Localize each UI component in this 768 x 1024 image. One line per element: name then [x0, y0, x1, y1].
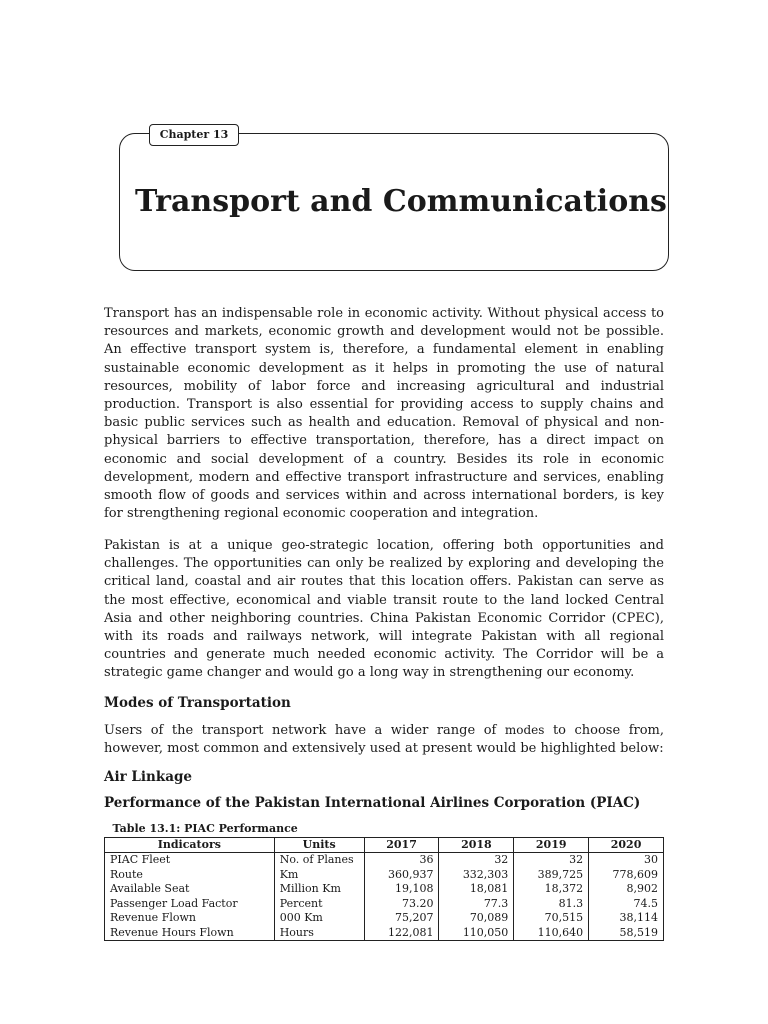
table-cell: 81.3 [514, 897, 589, 912]
modes-text-before: Users of the transport network have a wider range of [104, 723, 505, 738]
table-cell: 70,515 [514, 911, 589, 926]
pakistan-paragraph: Pakistan is at a unique geo-strategic location, offering both opportunities and challenges. The opportunities can only be realized by exploring and developing the critical land, coastal and air routes that this location offers. Pakistan can serve as the most effective, economical and viable transit route to the land locked Central Asia and other neighboring countries. China Pakistan Economic Corridor (CPEC), with its roads and railways network, will integrate Pakistan with all regional countries and generate much needed economic activity. The Corridor will be a strategic game changer and would go a long way in strengthening our economy. [104, 538, 664, 681]
chapter-title: Transport and Communications [135, 184, 667, 219]
table-cell: Km [274, 868, 364, 883]
table-cell: 8,902 [589, 882, 664, 897]
table-cell: Percent [274, 897, 364, 912]
table-cell: 19,108 [364, 882, 439, 897]
table-row [105, 897, 664, 912]
table-cell: 30 [589, 853, 664, 868]
column-header: 2020 [589, 837, 664, 853]
column-header: 2019 [514, 837, 589, 853]
table-cell: 32 [514, 853, 589, 868]
table-cell: Revenue Flown [105, 911, 275, 926]
table-cell: 389,725 [514, 868, 589, 883]
table-row [105, 853, 664, 868]
modes-paragraph [104, 721, 664, 758]
table-cell: No. of Planes [274, 853, 364, 868]
modes-text-after: to choose from, however, most common and extensively used at present would be highlighted below: [104, 723, 665, 757]
table-cell: 110,640 [514, 926, 589, 941]
piac-heading: Performance of the Pakistan International Airlines Corporation (PIAC) [104, 795, 641, 811]
table-cell: 75,207 [364, 911, 439, 926]
table-cell: 38,114 [589, 911, 664, 926]
table-cell: Available Seat [105, 882, 275, 897]
table-cell: 122,081 [364, 926, 439, 941]
table-cell: Route [105, 868, 275, 883]
table-cell: 18,372 [514, 882, 589, 897]
table-cell: 36 [364, 853, 439, 868]
table-cell: 77.3 [439, 897, 514, 912]
table-cell: 000 Km [274, 911, 364, 926]
column-header: 2017 [364, 837, 439, 853]
table-cell: 73.20 [364, 897, 439, 912]
table-header-row [105, 837, 664, 853]
table-caption: Table 13.1: PIAC Performance [112, 822, 298, 835]
table-cell: 58,519 [589, 926, 664, 941]
table-caption-row [105, 822, 664, 837]
table-cell: 18,081 [439, 882, 514, 897]
table-cell: Passenger Load Factor [105, 897, 275, 912]
table-cell: 32 [439, 853, 514, 868]
air-linkage-heading: Air Linkage [104, 769, 192, 785]
table-cell: 110,050 [439, 926, 514, 941]
modes-heading: Modes of Transportation [104, 695, 291, 711]
table-row [105, 911, 664, 926]
table-row [105, 926, 664, 941]
table-cell: 778,609 [589, 868, 664, 883]
column-header: 2018 [439, 837, 514, 853]
table-row [105, 868, 664, 883]
table-cell: 360,937 [364, 868, 439, 883]
table-cell: 332,303 [439, 868, 514, 883]
table-cell: Revenue Hours Flown [105, 926, 275, 941]
modes-text-word: modes [504, 723, 545, 737]
piac-performance-table [104, 822, 664, 941]
column-header: Units [274, 837, 364, 853]
table-cell: 74.5 [589, 897, 664, 912]
table-cell: Hours [274, 926, 364, 941]
intro-paragraph: Transport has an indispensable role in economic activity. Without physical access to resources and markets, economic growth and development would not be possible. An effective transport system is, therefore, a fundamental element in enabling sustainable economic development as it helps in promoting the use of natural resources, mobility of labor force and increasing agricultural and industrial production. Transport is also essential for providing access to supply chains and basic public services such as health and education. Removal of physical and non-physical barriers to effective transportation, therefore, has a direct impact on economic and social development of a country. Besides its role in economic development, modern and effective transport infrastructure and services, enabling smooth flow of goods and services within and across international borders, is key for strengthening regional economic cooperation and integration. [104, 306, 664, 522]
chapter-label: Chapter 13 [149, 124, 239, 146]
table-cell: PIAC Fleet [105, 853, 275, 868]
table-cell: Million Km [274, 882, 364, 897]
table-cell: 70,089 [439, 911, 514, 926]
column-header: Indicators [105, 837, 275, 853]
table-row [105, 882, 664, 897]
